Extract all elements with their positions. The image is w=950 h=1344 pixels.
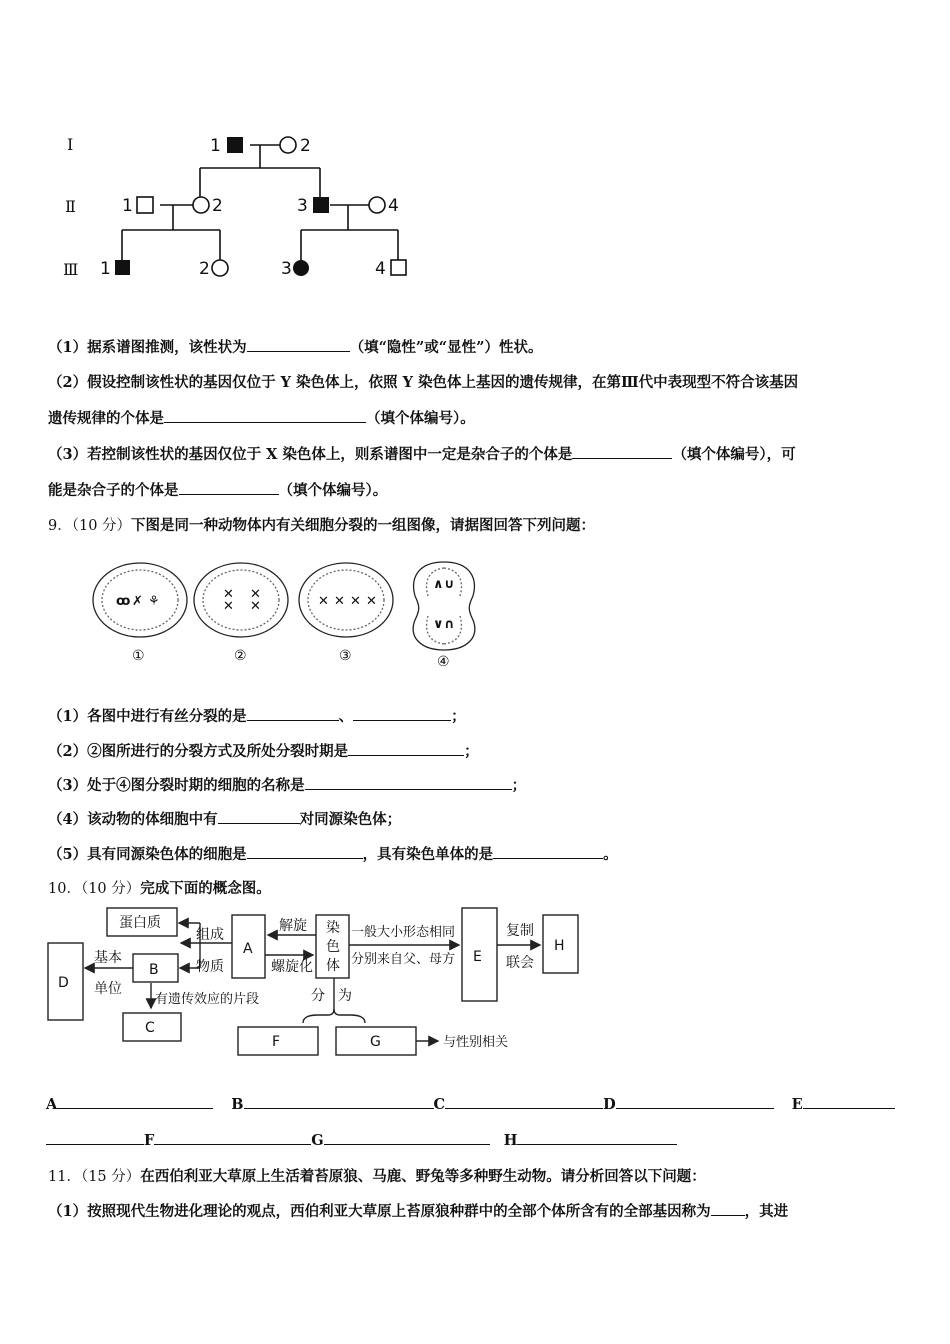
pedigree-II-3-affected-male [313,197,329,213]
pedigree-III-3-affected-female [293,260,309,276]
svg-text:✕: ✕ [366,594,377,609]
q10-answers-row1: A B C D E [46,1094,895,1113]
concept-F: F [272,1034,281,1050]
concept-divide-2: 为 [338,988,352,1004]
ind-III-2: 2 [199,259,210,279]
q9-p4-blank[interactable] [218,809,300,824]
svg-text:⚘: ⚘ [148,594,160,609]
cell-label-4: ④ [437,654,450,670]
ind-II-4: 4 [388,196,399,216]
q10-stem: 10．（10 分）完成下面的概念图。 [48,880,271,897]
q9-part3: （3）处于④图分裂时期的细胞的名称是 ； [48,777,527,794]
q8-part3-line2: 能是杂合子的个体是 （填个体编号）。 [48,482,388,499]
q9-part1: （1）各图中进行有丝分裂的是 、 ； [48,708,466,725]
q8-part3-line1: （3）若控制该性状的基因仅位于 X 染色体上，则系谱图中一定是杂合子的个体是 （填个体编号），可 [48,446,796,463]
cell-2 [194,563,288,637]
q9-p5-blank-2[interactable] [493,844,603,859]
concept-protein: 蛋白质 [119,915,161,931]
concept-sex-related: 与性别相关 [443,1035,509,1050]
q10-blank-H[interactable] [517,1130,677,1145]
ind-II-1: 1 [122,196,133,216]
concept-D: D [58,975,69,991]
q8-part2-line1: （2）假设控制该性状的基因仅位于 Y 染色体上，依照 Y 染色体上基因的遗传规律，在第Ⅲ代中表现型不符合该基因 [48,374,799,391]
pedigree-III-4-male [391,260,406,275]
ind-III-1: 1 [100,259,111,279]
ind-III-4: 4 [375,259,386,279]
q9-p5-blank-1[interactable] [247,844,363,859]
svg-text:✕: ✕ [318,594,329,609]
q9-part4: （4）该动物的体细胞中有 对同源染色体； [48,811,402,828]
concept-compose-2: 物质 [196,959,224,975]
gen-label-II: Ⅱ [65,197,76,216]
q9-p2-blank[interactable] [348,741,464,756]
cell-4 [413,562,475,650]
concept-basic-1: 基本 [94,950,122,966]
q9-stem: 9．（10 分）下图是同一种动物体内有关细胞分裂的一组图像，请据图回答下列问题： [48,517,596,534]
concept-unwind: 解旋 [279,918,307,934]
concept-chromo-3: 体 [326,958,340,974]
q8-p2-blank[interactable] [164,408,366,423]
q9-p1-blank-2[interactable] [353,706,451,721]
concept-chromo-2: 色 [326,939,340,955]
pedigree-III-2-female [212,260,228,276]
concept-basic-2: 单位 [94,981,122,997]
concept-synapsis: 联会 [506,955,534,971]
q11-part1: （1）按照现代生物进化理论的观点，西伯利亚大草原上苔原狼种群中的全部个体所含有的全部基因称为 ，其进 [48,1203,789,1220]
ind-II-3: 3 [297,196,308,216]
svg-text:∪: ∪ [444,577,455,592]
cell-label-1: ① [132,648,145,664]
pedigree-chart [55,120,425,290]
concept-spiral: 螺旋化 [271,959,313,975]
concept-compose-1: 组成 [196,927,224,943]
svg-text:✕: ✕ [334,594,345,609]
q10-blank-E-cont[interactable] [46,1130,144,1145]
cell-label-2: ② [234,648,247,664]
svg-text:✕: ✕ [250,587,261,602]
svg-text:✕: ✕ [223,587,234,602]
gen-label-III: Ⅲ [63,260,79,279]
q8-part2-line2: 遗传规律的个体是 （填个体编号）。 [48,410,475,427]
concept-same-size: 一般大小形态相同 [351,925,456,940]
concept-E: E [473,949,482,965]
q10-answers-row2: F G H [46,1130,677,1149]
q10-blank-G[interactable] [324,1130,490,1145]
pedigree-III-1-affected-male [115,260,130,275]
pedigree-I-1-affected-male [227,137,243,153]
q9-part2: （2）②图所进行的分裂方式及所处分裂时期是 ； [48,743,479,760]
concept-replicate: 复制 [506,923,534,939]
svg-text:ꝏ: ꝏ [116,594,131,609]
q10-blank-E[interactable] [803,1094,895,1109]
svg-text:✕: ✕ [250,599,261,614]
q10-blank-A[interactable] [57,1094,213,1109]
ind-III-3: 3 [281,259,292,279]
concept-A: A [243,941,253,957]
ind-I-1: 1 [210,136,221,156]
pedigree-II-1-male [137,197,153,213]
concept-divide-1: 分 [311,988,325,1004]
pedigree-II-4-female [369,197,385,213]
svg-text:✕: ✕ [223,599,234,614]
svg-text:✗: ✗ [132,594,143,609]
concept-genetic-segment: 有遗传效应的片段 [155,992,260,1007]
q8-p1-blank[interactable] [247,337,350,352]
concept-C: C [145,1020,155,1036]
q10-blank-B[interactable] [244,1094,434,1109]
concept-chromo-1: 染 [326,920,340,936]
pedigree-I-2-female [280,137,296,153]
concept-G: G [370,1034,381,1050]
q11-p1-blank[interactable] [711,1201,745,1216]
svg-text:∧: ∧ [433,577,444,592]
q10-blank-D[interactable] [616,1094,774,1109]
gen-label-I: Ⅰ [67,135,74,154]
q9-p3-blank[interactable] [305,775,512,790]
pedigree-II-2-female [193,197,209,213]
q10-blank-F[interactable] [154,1130,311,1145]
q10-blank-C[interactable] [445,1094,603,1109]
svg-text:∨: ∨ [433,617,444,632]
ind-I-2: 2 [300,136,311,156]
concept-map [45,903,585,1063]
q9-part5: （5）具有同源染色体的细胞是 ，具有染色单体的是 。 [48,846,618,863]
cell-division-figure [88,558,488,673]
q9-p1-blank-1[interactable] [247,706,339,721]
cell-label-3: ③ [339,648,352,664]
svg-text:✕: ✕ [350,594,361,609]
concept-H: H [554,938,565,954]
q11-stem: 11．（15 分）在西伯利亚大草原上生活着苔原狼、马鹿、野兔等多种野生动物。请分析回答以下问题： [48,1168,706,1185]
concept-from-parents: 分别来自父、母方 [351,952,456,967]
concept-B: B [149,962,159,978]
cell-3 [299,563,393,637]
svg-text:∩: ∩ [444,617,455,632]
q8-part1: （1）据系谱图推测，该性状为 （填“隐性”或“显性”）性状。 [48,339,543,356]
q8-p3-blank-1[interactable] [572,444,672,459]
ind-II-2: 2 [212,196,223,216]
q8-p3-blank-2[interactable] [179,480,279,495]
